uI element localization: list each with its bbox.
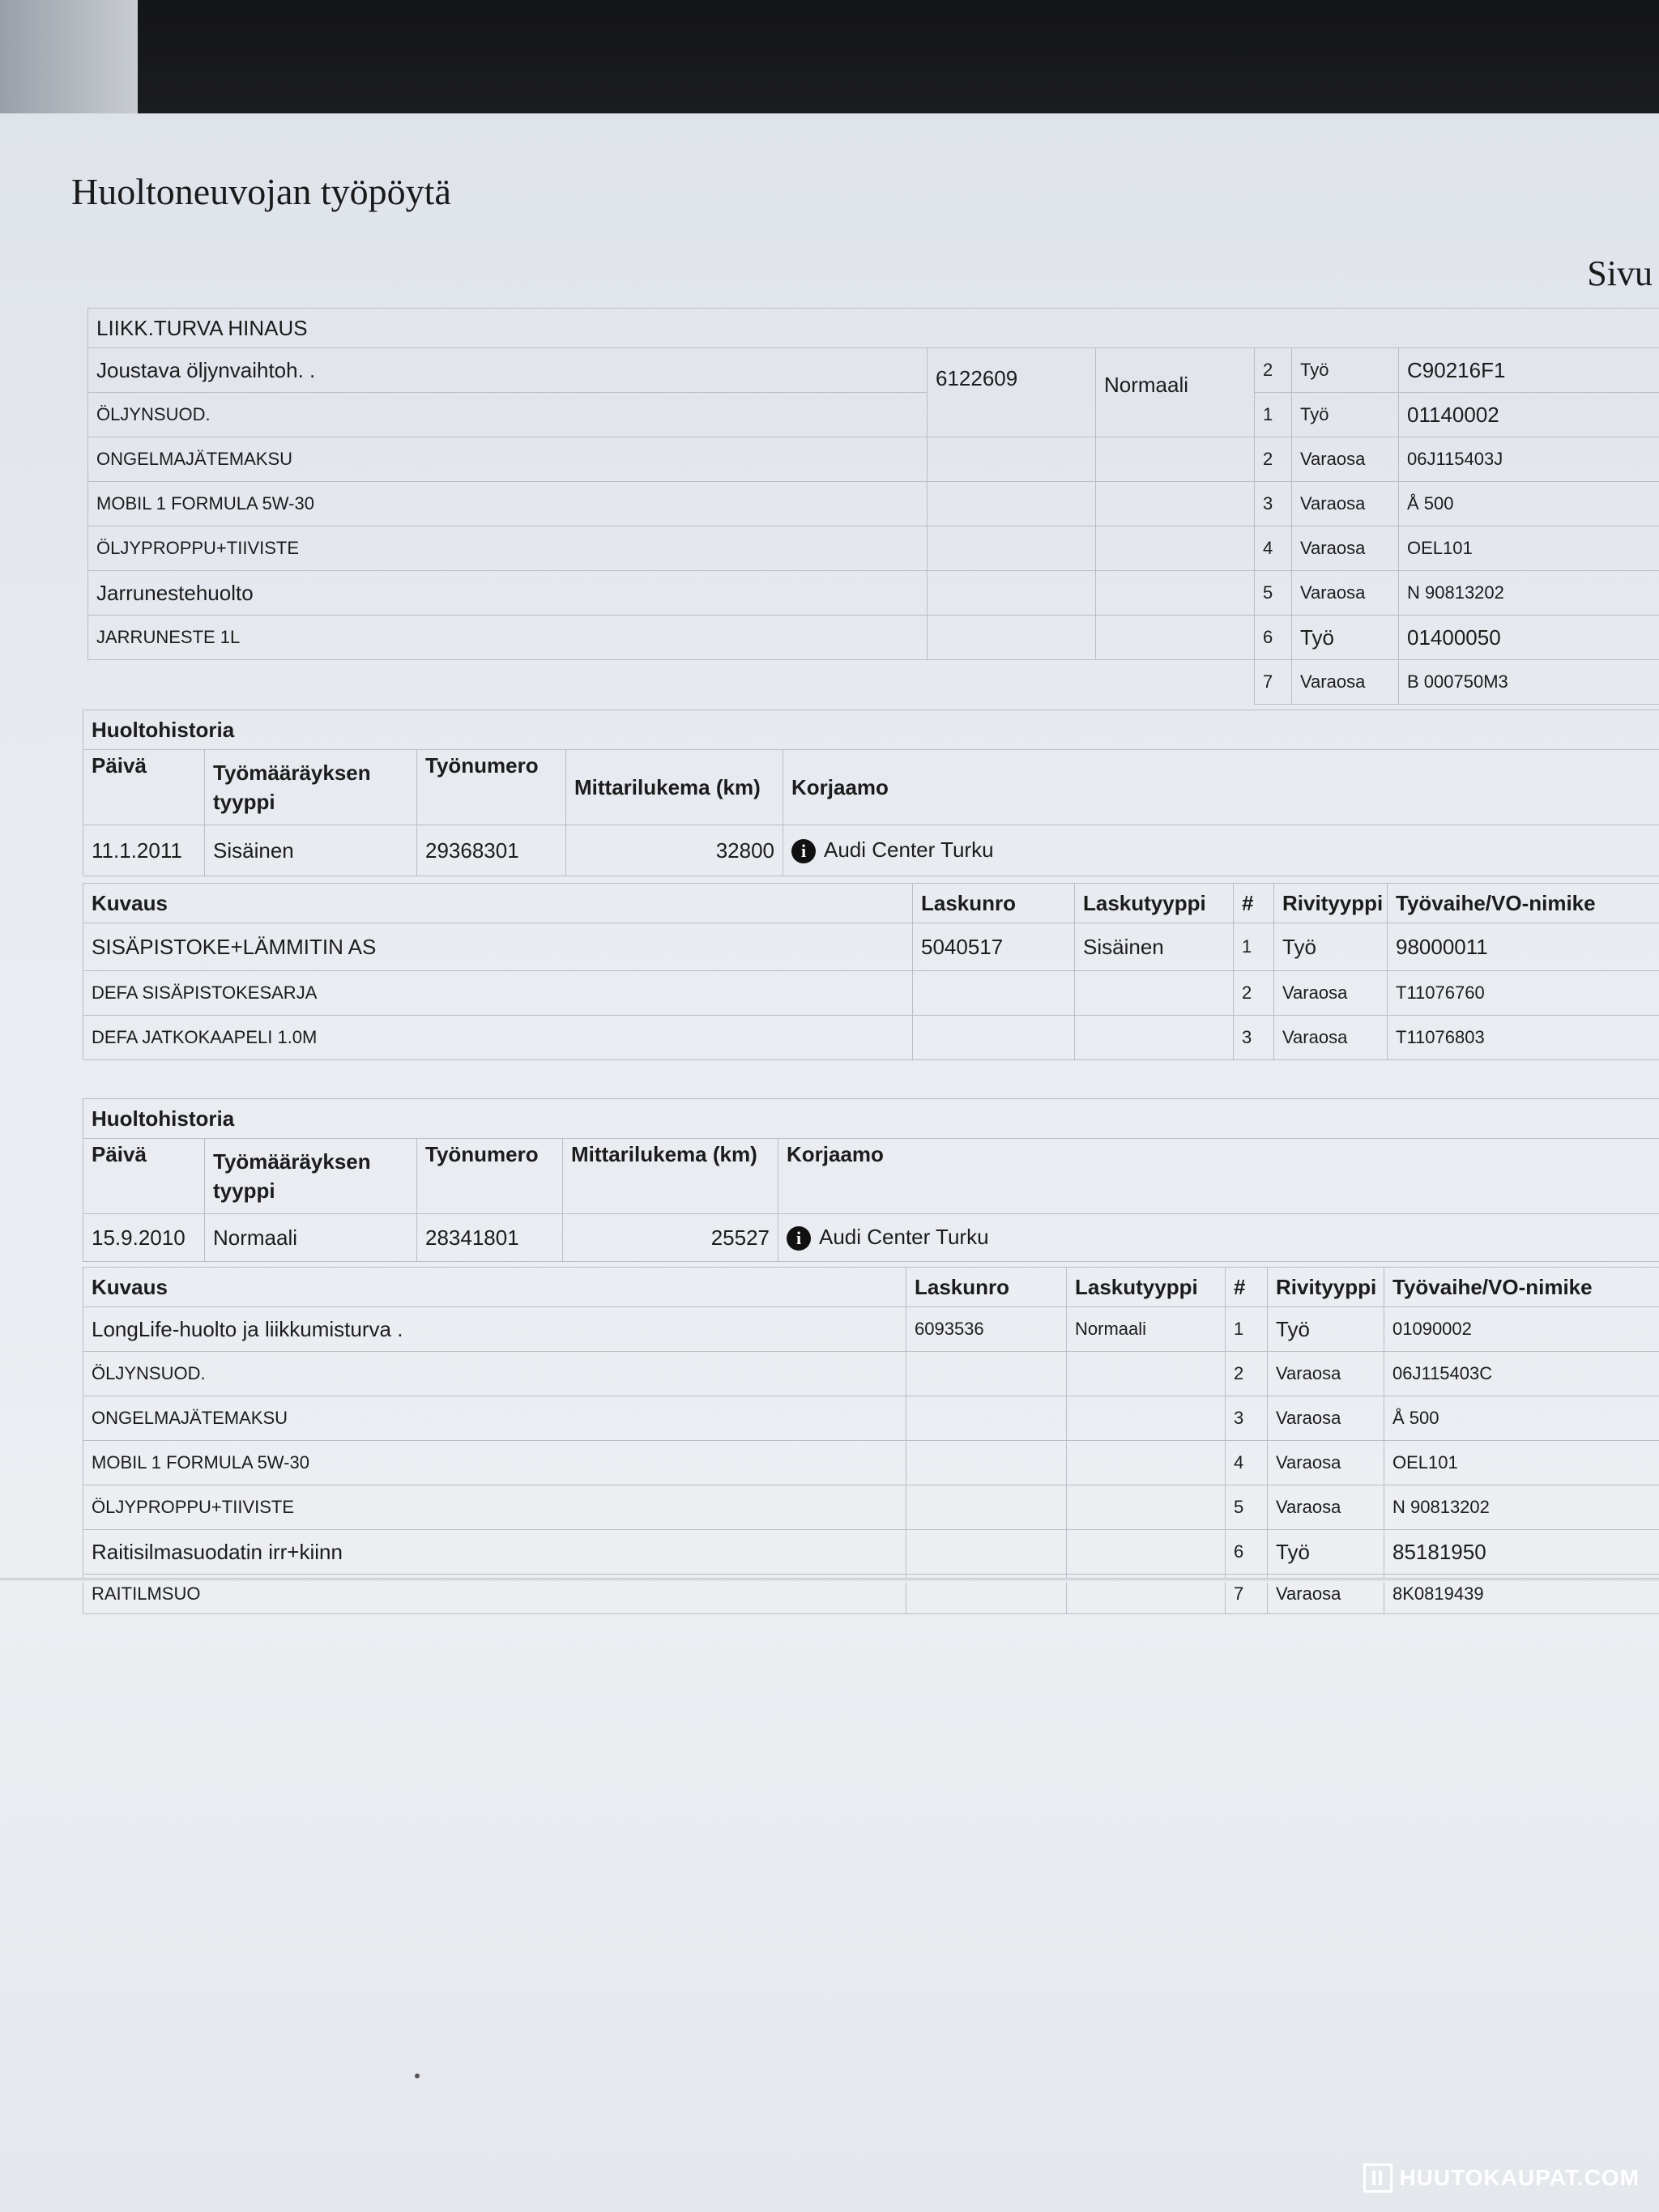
row-number: 6: [1226, 1530, 1268, 1575]
job-title: LIIKK.TURVA HINAUS: [88, 309, 1659, 348]
row-code: 01090002: [1384, 1307, 1659, 1352]
row-description: ÖLJYPROPPU+TIIVISTE: [83, 1485, 906, 1530]
section-title: Huoltohistoria: [83, 710, 1659, 750]
row-description: RAITILMSUO: [83, 1575, 906, 1614]
job-table-1: [87, 308, 1659, 705]
empty-cell: [906, 1352, 1067, 1396]
row-description: LongLife-huolto ja liikkumisturva .: [83, 1307, 906, 1352]
service-history-table-1: [83, 710, 1659, 876]
info-icon[interactable]: i: [787, 1226, 811, 1251]
empty-cell: [928, 482, 1096, 526]
row-code: OEL101: [1384, 1441, 1659, 1485]
row-description: JARRUNESTE 1L: [88, 616, 928, 660]
row-code: 85181950: [1384, 1530, 1659, 1575]
row-type: Varaosa: [1292, 482, 1399, 526]
row-number: 4: [1226, 1441, 1268, 1485]
table-row: [88, 571, 1659, 616]
empty-cell: [1096, 660, 1255, 705]
table-row: [88, 437, 1659, 482]
empty-cell: [928, 571, 1096, 616]
billing-type: Normaali: [1067, 1307, 1226, 1352]
row-description: ÖLJYNSUOD.: [83, 1352, 906, 1396]
watermark-text: HUUTOKAUPAT.COM: [1399, 2165, 1640, 2190]
empty-cell: [1096, 571, 1255, 616]
row-code: 8K0819439: [1384, 1575, 1659, 1614]
table-row: [83, 1530, 1659, 1575]
order-type-label-line1: Työmääräyksen: [213, 1149, 371, 1174]
row-number: 1: [1234, 923, 1274, 971]
column-header-date: Päivä: [83, 1139, 205, 1214]
row-code: OEL101: [1399, 526, 1659, 571]
work-number: 29368301: [417, 825, 566, 876]
empty-cell: [906, 1396, 1067, 1441]
invoice-table-1: [83, 883, 1659, 1060]
order-type-label-line1: Työmääräyksen: [213, 761, 371, 785]
row-description: ÖLJYNSUOD.: [88, 393, 928, 437]
empty-cell: [1067, 1485, 1226, 1530]
column-header-workshop: Korjaamo: [778, 1139, 1659, 1214]
row-number: 7: [1255, 660, 1292, 705]
row-description: MOBIL 1 FORMULA 5W-30: [88, 482, 928, 526]
row-number: 2: [1234, 971, 1274, 1016]
empty-cell: [928, 437, 1096, 482]
empty-cell: [906, 1530, 1067, 1575]
row-type: Varaosa: [1274, 971, 1388, 1016]
table-row: [88, 616, 1659, 660]
row-code: T11076760: [1388, 971, 1659, 1016]
column-header-billing-type: Laskutyyppi: [1075, 884, 1234, 923]
watermark: [1363, 2163, 1640, 2193]
row-number: 6: [1255, 616, 1292, 660]
row-type: Varaosa: [1292, 437, 1399, 482]
service-date: 15.9.2010: [83, 1214, 205, 1262]
table-row: [83, 971, 1659, 1016]
column-header-date: Päivä: [83, 750, 205, 825]
row-type: Varaosa: [1268, 1396, 1384, 1441]
row-description: Raitisilmasuodatin irr+kiinn: [83, 1530, 906, 1575]
page-title: Huoltoneuvojan työpöytä: [71, 171, 451, 212]
billing-type: Sisäinen: [1075, 923, 1234, 971]
row-description: Jarrunestehuolto: [88, 571, 928, 616]
column-header-invoice-number: Laskunro: [913, 884, 1075, 923]
empty-cell: [928, 526, 1096, 571]
row-number: 5: [1255, 571, 1292, 616]
row-type: Varaosa: [1292, 571, 1399, 616]
column-header-order-type: [205, 750, 417, 825]
table-header-row: [83, 1268, 1659, 1307]
table-row: [88, 482, 1659, 526]
table-row: [83, 1485, 1659, 1530]
row-description: ONGELMAJÄTEMAKSU: [83, 1396, 906, 1441]
column-header-description: Kuvaus: [83, 1268, 906, 1307]
workshop-name: Audi Center Turku: [824, 837, 994, 862]
row-type: Työ: [1292, 616, 1399, 660]
column-header-work-phase: Työvaihe/VO-nimike: [1384, 1268, 1659, 1307]
empty-cell: [1067, 1530, 1226, 1575]
order-type: Normaali: [205, 1214, 417, 1262]
empty-cell: [1096, 437, 1255, 482]
row-description: DEFA JATKOKAAPELI 1.0M: [83, 1016, 913, 1060]
order-type: Sisäinen: [205, 825, 417, 876]
table-row: [83, 1441, 1659, 1485]
row-number: 1: [1255, 393, 1292, 437]
empty-cell: [1096, 526, 1255, 571]
table-row: [83, 923, 1659, 971]
column-header-odometer: Mittarilukema (km): [566, 750, 783, 825]
table-row: [83, 1016, 1659, 1060]
invoice-table-2: [83, 1267, 1659, 1614]
empty-cell: [1067, 1396, 1226, 1441]
row-code: Å 500: [1399, 482, 1659, 526]
column-header-hash: #: [1226, 1268, 1268, 1307]
row-type: Työ: [1268, 1530, 1384, 1575]
page-number-label: Sivu: [1587, 254, 1653, 293]
watermark-logo-icon: [1363, 2163, 1392, 2193]
odometer-reading: 25527: [563, 1214, 778, 1262]
order-type-label-line2: tyyppi: [213, 790, 275, 814]
table-header-row: [83, 750, 1659, 825]
invoice-number: 5040517: [913, 923, 1075, 971]
invoice-number: 6093536: [906, 1307, 1067, 1352]
table-row: [88, 660, 1659, 705]
row-description: ÖLJYPROPPU+TIIVISTE: [88, 526, 928, 571]
row-number: 2: [1255, 437, 1292, 482]
row-number: 2: [1226, 1352, 1268, 1396]
empty-cell: [1096, 482, 1255, 526]
empty-cell: [88, 660, 928, 705]
row-code: 98000011: [1388, 923, 1659, 971]
row-type: Varaosa: [1274, 1016, 1388, 1060]
column-header-row-type: Rivityyppi: [1274, 884, 1388, 923]
column-header-work-number: Työnumero: [417, 750, 566, 825]
empty-cell: [913, 971, 1075, 1016]
workshop-name: Audi Center Turku: [819, 1224, 989, 1249]
row-code: 06J115403C: [1384, 1352, 1659, 1396]
row-code: 06J115403J: [1399, 437, 1659, 482]
row-type: Työ: [1268, 1307, 1384, 1352]
row-type: Varaosa: [1268, 1441, 1384, 1485]
row-type: Varaosa: [1292, 660, 1399, 705]
row-number: 3: [1255, 482, 1292, 526]
row-number: 3: [1226, 1396, 1268, 1441]
empty-cell: [913, 1016, 1075, 1060]
column-header-hash: #: [1234, 884, 1274, 923]
table-row: [88, 526, 1659, 571]
column-header-invoice-number: Laskunro: [906, 1268, 1067, 1307]
job-title-row: [88, 309, 1659, 348]
empty-cell: [1096, 616, 1255, 660]
table-row: [83, 1307, 1659, 1352]
empty-cell: [906, 1485, 1067, 1530]
column-header-work-phase: Työvaihe/VO-nimike: [1388, 884, 1659, 923]
column-header-workshop: Korjaamo: [783, 750, 1659, 825]
row-code: T11076803: [1388, 1016, 1659, 1060]
row-code: C90216F1: [1399, 348, 1659, 393]
table-row: [83, 1396, 1659, 1441]
row-description: Joustava öljynvaihtoh. .: [88, 348, 928, 393]
row-number: 7: [1226, 1575, 1268, 1614]
row-type: Varaosa: [1268, 1352, 1384, 1396]
row-number: 3: [1234, 1016, 1274, 1060]
empty-cell: [1067, 1352, 1226, 1396]
row-code: 01140002: [1399, 393, 1659, 437]
workshop-cell: [783, 825, 1659, 876]
billing-type: Normaali: [1096, 348, 1255, 437]
column-header-order-type: [205, 1139, 417, 1214]
row-code: N 90813202: [1384, 1485, 1659, 1530]
row-type: Varaosa: [1268, 1575, 1384, 1614]
row-code: N 90813202: [1399, 571, 1659, 616]
row-type: Työ: [1292, 393, 1399, 437]
column-header-description: Kuvaus: [83, 884, 913, 923]
row-type: Työ: [1292, 348, 1399, 393]
row-number: 2: [1255, 348, 1292, 393]
section-title: Huoltohistoria: [83, 1099, 1659, 1139]
service-history-table-2: [83, 1098, 1659, 1262]
odometer-reading: 32800: [566, 825, 783, 876]
table-header-row: [83, 1139, 1659, 1214]
paper-fold-line: [0, 1578, 1659, 1583]
workshop-cell: [778, 1214, 1659, 1262]
table-row: [83, 1214, 1659, 1262]
table-row: [88, 393, 1659, 437]
empty-cell: [928, 616, 1096, 660]
row-description: SISÄPISTOKE+LÄMMITIN AS: [83, 923, 913, 971]
table-header-row: [83, 884, 1659, 923]
row-description: MOBIL 1 FORMULA 5W-30: [83, 1441, 906, 1485]
column-header-odometer: Mittarilukema (km): [563, 1139, 778, 1214]
row-description: DEFA SISÄPISTOKESARJA: [83, 971, 913, 1016]
table-row: [88, 348, 1659, 393]
row-type: Varaosa: [1268, 1485, 1384, 1530]
table-row: [83, 825, 1659, 876]
info-icon[interactable]: i: [791, 839, 816, 863]
row-description: ONGELMAJÄTEMAKSU: [88, 437, 928, 482]
paper-speck: [415, 2073, 420, 2078]
service-date: 11.1.2011: [83, 825, 205, 876]
row-type: Työ: [1274, 923, 1388, 971]
column-header-billing-type: Laskutyyppi: [1067, 1268, 1226, 1307]
invoice-number: 6122609: [928, 348, 1096, 437]
empty-cell: [906, 1441, 1067, 1485]
row-number: 4: [1255, 526, 1292, 571]
column-header-work-number: Työnumero: [417, 1139, 563, 1214]
empty-cell: [1075, 971, 1234, 1016]
row-code: B 000750M3: [1399, 660, 1659, 705]
empty-cell: [1075, 1016, 1234, 1060]
column-header-row-type: Rivityyppi: [1268, 1268, 1384, 1307]
row-number: 5: [1226, 1485, 1268, 1530]
table-row: [83, 1352, 1659, 1396]
row-type: Varaosa: [1292, 526, 1399, 571]
empty-cell: [928, 660, 1096, 705]
row-number: 1: [1226, 1307, 1268, 1352]
work-number: 28341801: [417, 1214, 563, 1262]
row-code: 01400050: [1399, 616, 1659, 660]
empty-cell: [1067, 1441, 1226, 1485]
row-code: Å 500: [1384, 1396, 1659, 1441]
order-type-label-line2: tyyppi: [213, 1178, 275, 1203]
